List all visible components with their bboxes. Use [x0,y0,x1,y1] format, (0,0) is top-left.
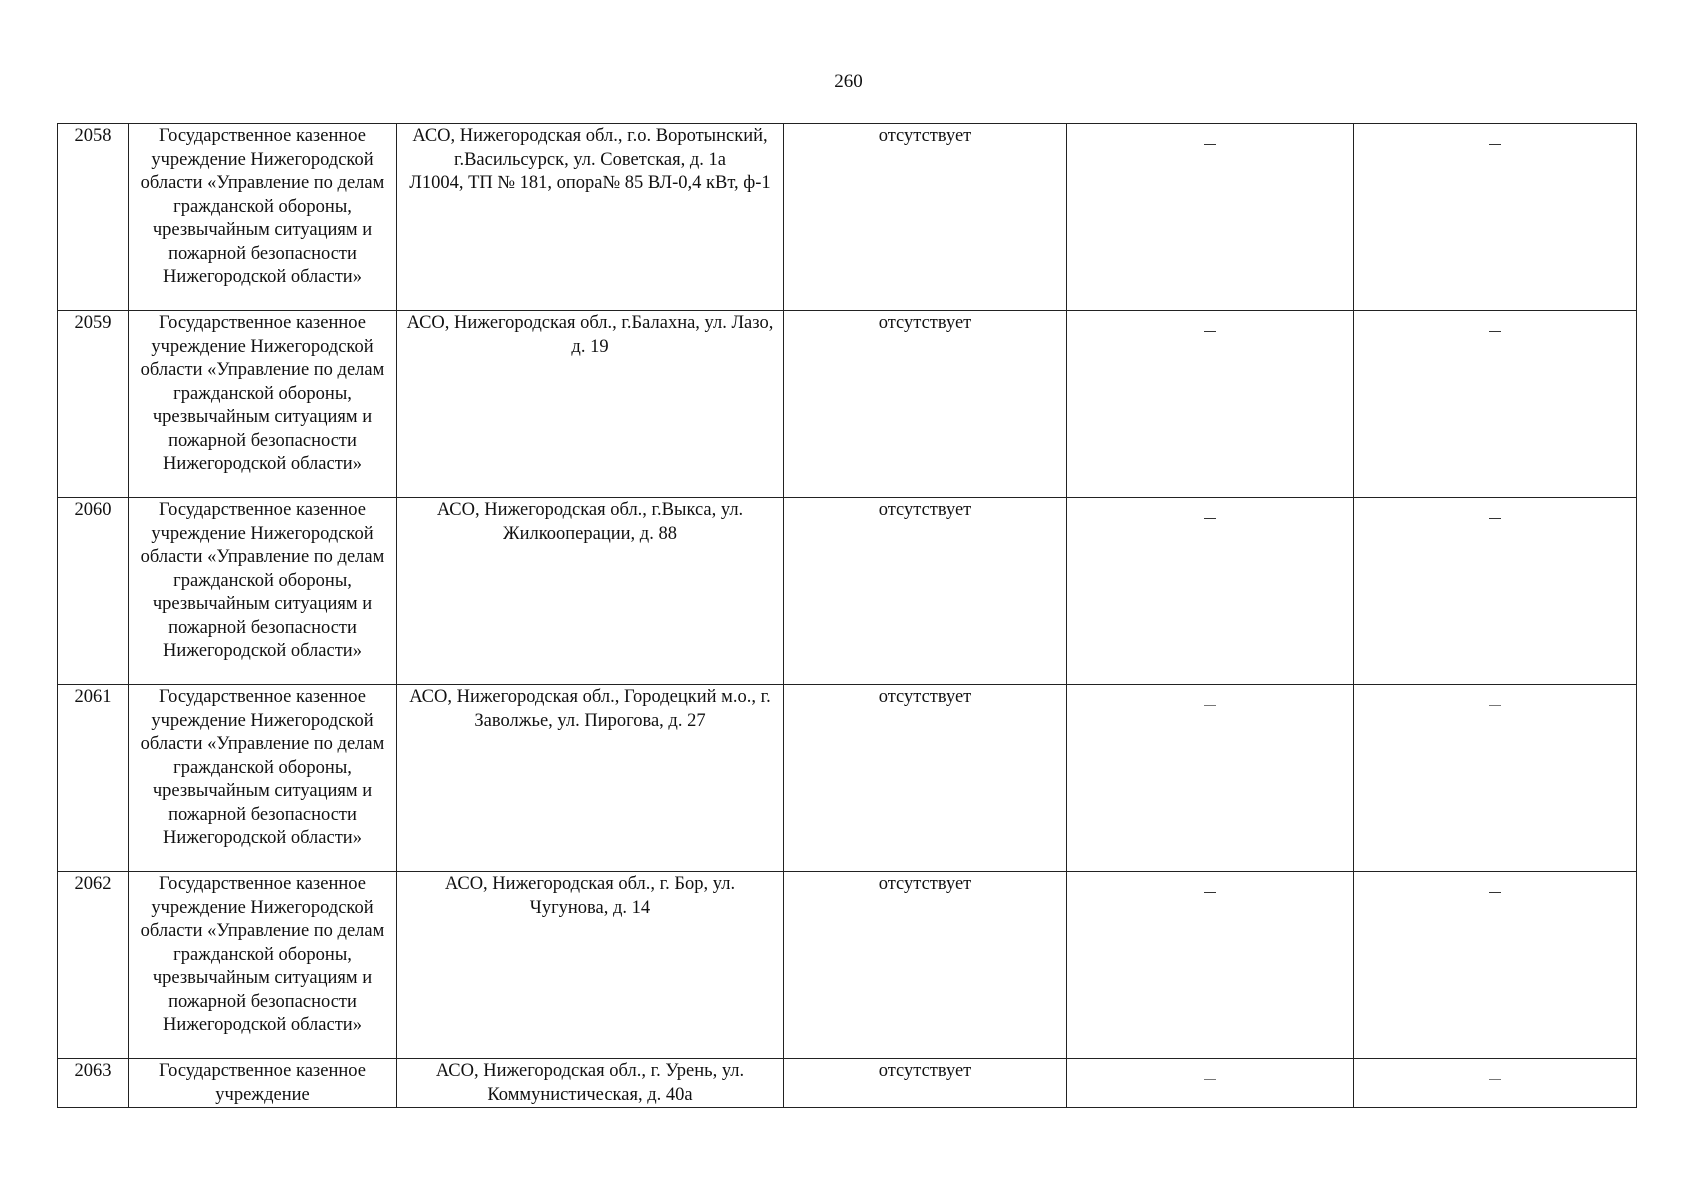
row-number: 2058 [58,124,129,311]
address-cell [397,124,784,311]
status-cell: отсутствует [784,872,1067,1059]
empty-value-cell [1067,498,1354,685]
dash-mark [1204,705,1216,706]
dash-mark [1489,1079,1501,1080]
status-cell: отсутствует [784,685,1067,872]
page-number: 260 [834,71,863,92]
empty-value-cell [1354,685,1637,872]
empty-value-cell [1067,311,1354,498]
address-line: АСО, Нижегородская обл., г.Балахна, ул. Лазо, д. 19 [406,313,774,357]
table-row [58,498,1637,685]
empty-value-cell [1067,1059,1354,1108]
registry-table [57,123,1637,1108]
table-row [58,872,1637,1059]
address-cell [397,1059,784,1108]
row-number: 2059 [58,311,129,498]
dash-mark [1204,518,1216,519]
empty-value-cell [1067,124,1354,311]
dash-mark [1489,892,1501,893]
table-row [58,124,1637,311]
address-cell [397,311,784,498]
status-cell: отсутствует [784,311,1067,498]
address-line: АСО, Нижегородская обл., г.о. Воротынский, г.Васильсурск, ул. Советская, д. 1а [412,126,768,170]
empty-value-cell [1067,685,1354,872]
organization-name: Государственное казенное учреждение Нижегородской области «Управление по делам гражданской обороны, чрезвычайным ситуациям и пожарной безопасности Нижегородской области» [129,872,397,1059]
address-cell [397,872,784,1059]
dash-mark [1204,892,1216,893]
address-cell [397,498,784,685]
row-number: 2060 [58,498,129,685]
table-row [58,1059,1637,1108]
address-cell [397,685,784,872]
empty-value-cell [1354,311,1637,498]
dash-mark [1489,705,1501,706]
dash-mark [1204,1079,1216,1080]
row-number: 2063 [58,1059,129,1108]
address-line: Л1004, ТП № 181, опора№ 85 ВЛ-0,4 кВт, ф-1 [409,173,771,193]
status-cell: отсутствует [784,124,1067,311]
address-line: АСО, Нижегородская обл., Городецкий м.о., г. Заволжье, ул. Пирогова, д. 27 [409,687,771,731]
address-line: АСО, Нижегородская обл., г. Бор, ул. Чугунова, д. 14 [444,874,736,918]
empty-value-cell [1354,498,1637,685]
organization-name: Государственное казенное учреждение Нижегородской области «Управление по делам гражданской обороны, чрезвычайным ситуациям и пожарной безопасности Нижегородской области» [129,498,397,685]
dash-mark [1489,518,1501,519]
dash-mark [1204,144,1216,145]
address-line: АСО, Нижегородская обл., г.Выкса, ул. Жилкооперации, д. 88 [436,500,744,544]
dash-mark [1489,144,1501,145]
dash-mark [1489,331,1501,332]
row-number: 2061 [58,685,129,872]
status-cell: отсутствует [784,498,1067,685]
table-row [58,311,1637,498]
table-row [58,685,1637,872]
dash-mark [1204,331,1216,332]
empty-value-cell [1354,124,1637,311]
organization-name: Государственное казенное учреждение Нижегородской области «Управление по делам гражданской обороны, чрезвычайным ситуациям и пожарной безопасности Нижегородской области» [129,311,397,498]
address-line: АСО, Нижегородская обл., г. Урень, ул. Коммунистическая, д. 40а [435,1061,745,1105]
empty-value-cell [1354,1059,1637,1108]
empty-value-cell [1067,872,1354,1059]
row-number: 2062 [58,872,129,1059]
organization-name: Государственное казенное учреждение [129,1059,397,1108]
organization-name: Государственное казенное учреждение Нижегородской области «Управление по делам гражданской обороны, чрезвычайным ситуациям и пожарной безопасности Нижегородской области» [129,685,397,872]
empty-value-cell [1354,872,1637,1059]
status-cell: отсутствует [784,1059,1067,1108]
organization-name: Государственное казенное учреждение Нижегородской области «Управление по делам гражданской обороны, чрезвычайным ситуациям и пожарной безопасности Нижегородской области» [129,124,397,311]
